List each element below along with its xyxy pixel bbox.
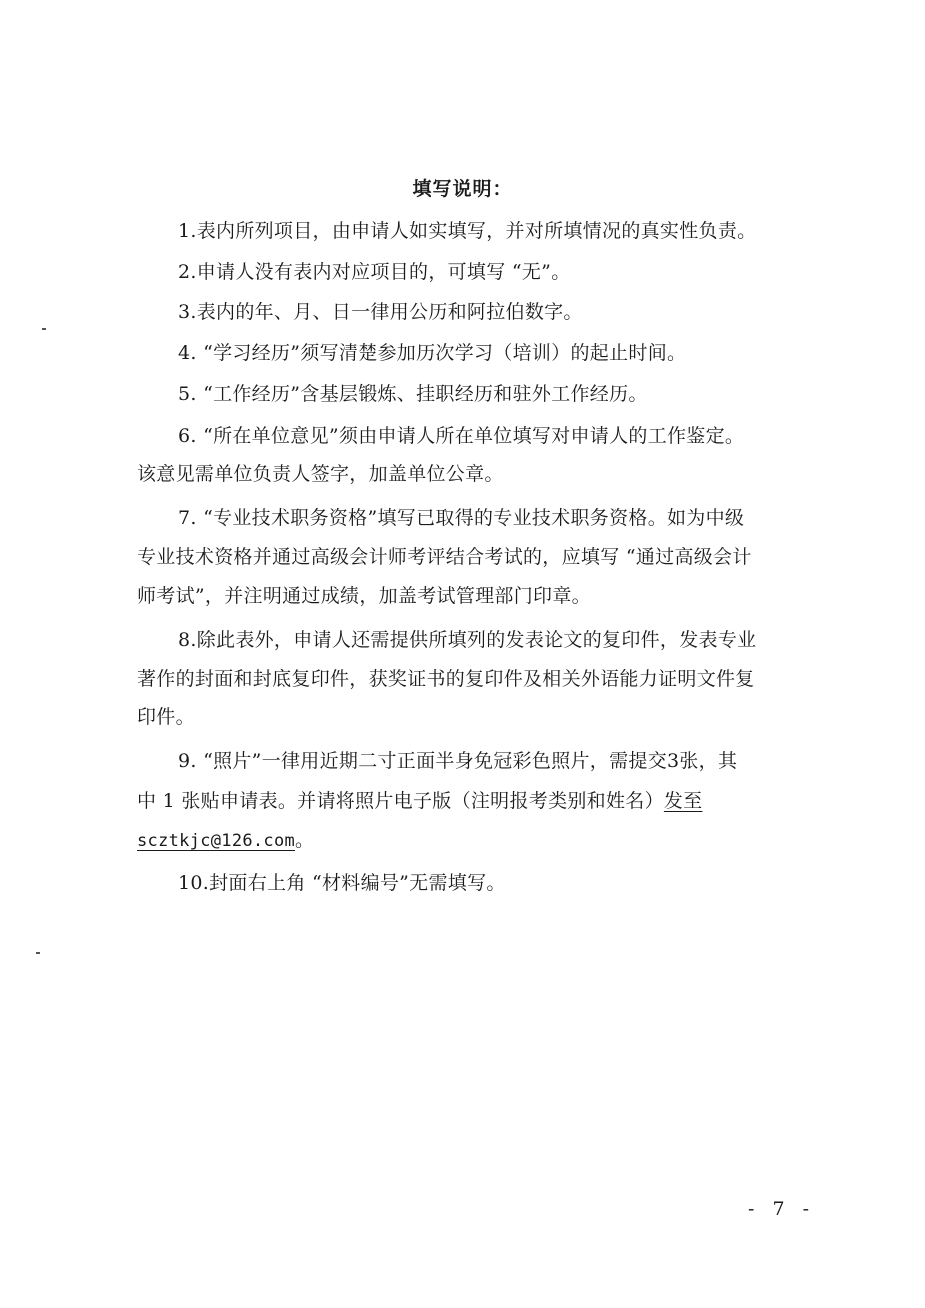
item-6-line-1: 6. “所在单位意见”须由申请人所在单位填写对申请人的工作鉴定。	[178, 425, 745, 447]
item-5: 5. “工作经历”含基层锻炼、挂职经历和驻外工作经历。	[178, 383, 648, 405]
item-7-line-3: 师考试”，并注明通过成绩，加盖考试管理部门印章。	[137, 585, 591, 607]
item-9-line-2-text: 中 1 张贴申请表。并请将照片电子版（注明报考类别和姓名）	[137, 790, 664, 812]
item-8-line-3: 印件。	[137, 706, 195, 728]
item-2: 2.申请人没有表内对应项目的，可填写 “无”。	[178, 261, 571, 283]
item-3: 3.表内的年、月、日一律用公历和阿拉伯数字。	[178, 301, 583, 323]
item-7-line-2: 专业技术资格并通过高级会计师考评结合考试的，应填写 “通过高级会计	[137, 546, 752, 568]
item-8-line-2: 著作的封面和封底复印件，获奖证书的复印件及相关外语能力证明文件复	[137, 668, 755, 690]
email-suffix: 。	[295, 829, 315, 851]
page-title: 填写说明：	[412, 178, 513, 200]
item-4: 4. “学习经历”须写清楚参加历次学习（培训）的起止时间。	[178, 342, 687, 364]
send-to-text: 发至	[663, 790, 703, 812]
scan-speck	[42, 328, 46, 330]
item-9-line-1: 9. “照片”一律用近期二寸正面半身免冠彩色照片，需提交3张，其	[178, 750, 738, 772]
item-9-line-3	[137, 828, 314, 853]
page-number: - 7 -	[748, 1198, 816, 1220]
item-8-line-1: 8.除此表外，申请人还需提供所填列的发表论文的复印件，发表专业	[178, 629, 757, 651]
item-7-line-1: 7. “专业技术职务资格”填写已取得的专业技术职务资格。如为中级	[178, 507, 745, 529]
email-address: scztkjc@126.com	[137, 831, 296, 851]
item-1: 1.表内所列项目，由申请人如实填写，并对所填情况的真实性负责。	[178, 220, 757, 242]
scan-speck	[36, 952, 40, 954]
item-10: 10.封面右上角 “材料编号”无需填写。	[178, 872, 506, 894]
item-6-line-2: 该意见需单位负责人签字，加盖单位公章。	[137, 463, 504, 485]
item-9-line-2	[137, 789, 702, 813]
